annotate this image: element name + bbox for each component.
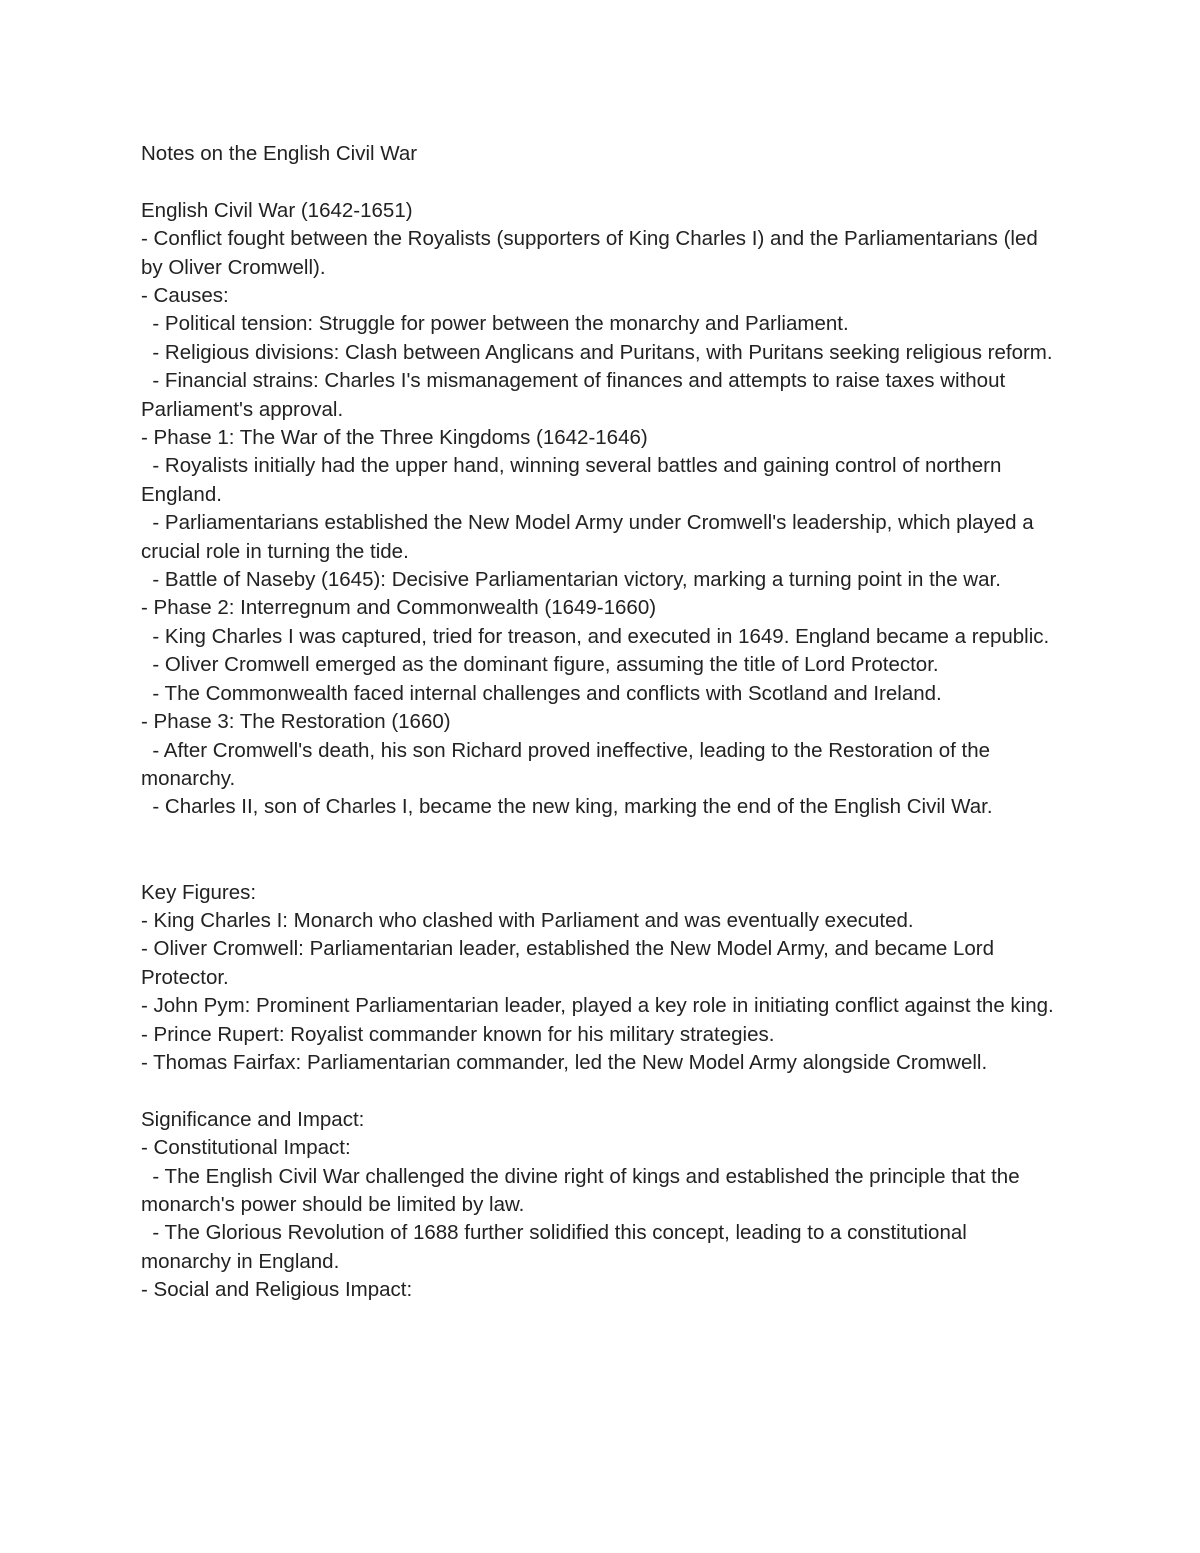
document-body <box>141 140 1061 1305</box>
note-line: - King Charles I was captured, tried for treason, and executed in 1649. England became a republic. <box>141 624 1050 648</box>
blank-line <box>141 850 1061 878</box>
note-line: - Social and Religious Impact: <box>141 1278 413 1302</box>
note-line: - Royalists initially had the upper hand, winning several battles and gaining control of northern England. <box>141 454 1008 506</box>
blank-line <box>141 168 1061 196</box>
note-line: - Conflict fought between the Royalists (supporters of King Charles I) and the Parliamentarians (led by Oliver Cromwell). <box>141 227 1044 279</box>
note-line: - The Glorious Revolution of 1688 further solidified this concept, leading to a constitutional monarchy in England. <box>141 1221 973 1273</box>
note-line: - Religious divisions: Clash between Anglicans and Puritans, with Puritans seeking religious reform. <box>141 340 1053 364</box>
note-line: - Oliver Cromwell emerged as the dominant figure, assuming the title of Lord Protector. <box>141 653 939 677</box>
note-line: - Constitutional Impact: <box>141 1136 351 1160</box>
note-line: - Parliamentarians established the New Model Army under Cromwell's leadership, which played a crucial role in turning the tide. <box>141 511 1040 563</box>
note-line: - Phase 1: The War of the Three Kingdoms (1642-1646) <box>141 426 648 450</box>
note-line: - Prince Rupert: Royalist commander known for his military strategies. <box>141 1022 775 1046</box>
note-line: - The English Civil War challenged the divine right of kings and established the principle that the monarch's power should be limited by law. <box>141 1164 1026 1216</box>
note-line: - John Pym: Prominent Parliamentarian leader, played a key role in initiating conflict against the king. <box>141 994 1054 1018</box>
note-line: - King Charles I: Monarch who clashed with Parliament and was eventually executed. <box>141 908 914 932</box>
section-heading-civil-war: English Civil War (1642-1651) <box>141 198 413 222</box>
note-line: - Battle of Naseby (1645): Decisive Parliamentarian victory, marking a turning point in the war. <box>141 568 1001 592</box>
document-title: Notes on the English Civil War <box>141 142 418 165</box>
section-heading-key-figures: Key Figures: <box>141 880 257 904</box>
note-line: - Political tension: Struggle for power between the monarchy and Parliament. <box>141 312 849 336</box>
note-line: - After Cromwell's death, his son Richard proved ineffective, leading to the Restoration of the monarchy. <box>141 738 996 790</box>
note-line: - Charles II, son of Charles I, became the new king, marking the end of the English Civil War. <box>141 795 993 819</box>
note-line: - Phase 2: Interregnum and Commonwealth (1649-1660) <box>141 596 657 620</box>
note-line: - Causes: <box>141 284 229 308</box>
note-line: - Thomas Fairfax: Parliamentarian commander, led the New Model Army alongside Cromwell. <box>141 1050 988 1074</box>
blank-line <box>141 822 1061 850</box>
note-line: - Financial strains: Charles I's mismanagement of finances and attempts to raise taxes without Parliament's approval. <box>141 369 1011 421</box>
note-line: - The Commonwealth faced internal challenges and conflicts with Scotland and Ireland. <box>141 681 942 705</box>
note-line: - Oliver Cromwell: Parliamentarian leader, established the New Model Army, and became Lord Protector. <box>141 937 1000 989</box>
note-line: - Phase 3: The Restoration (1660) <box>141 710 451 734</box>
blank-line <box>141 1077 1061 1105</box>
section-heading-significance: Significance and Impact: <box>141 1107 365 1131</box>
